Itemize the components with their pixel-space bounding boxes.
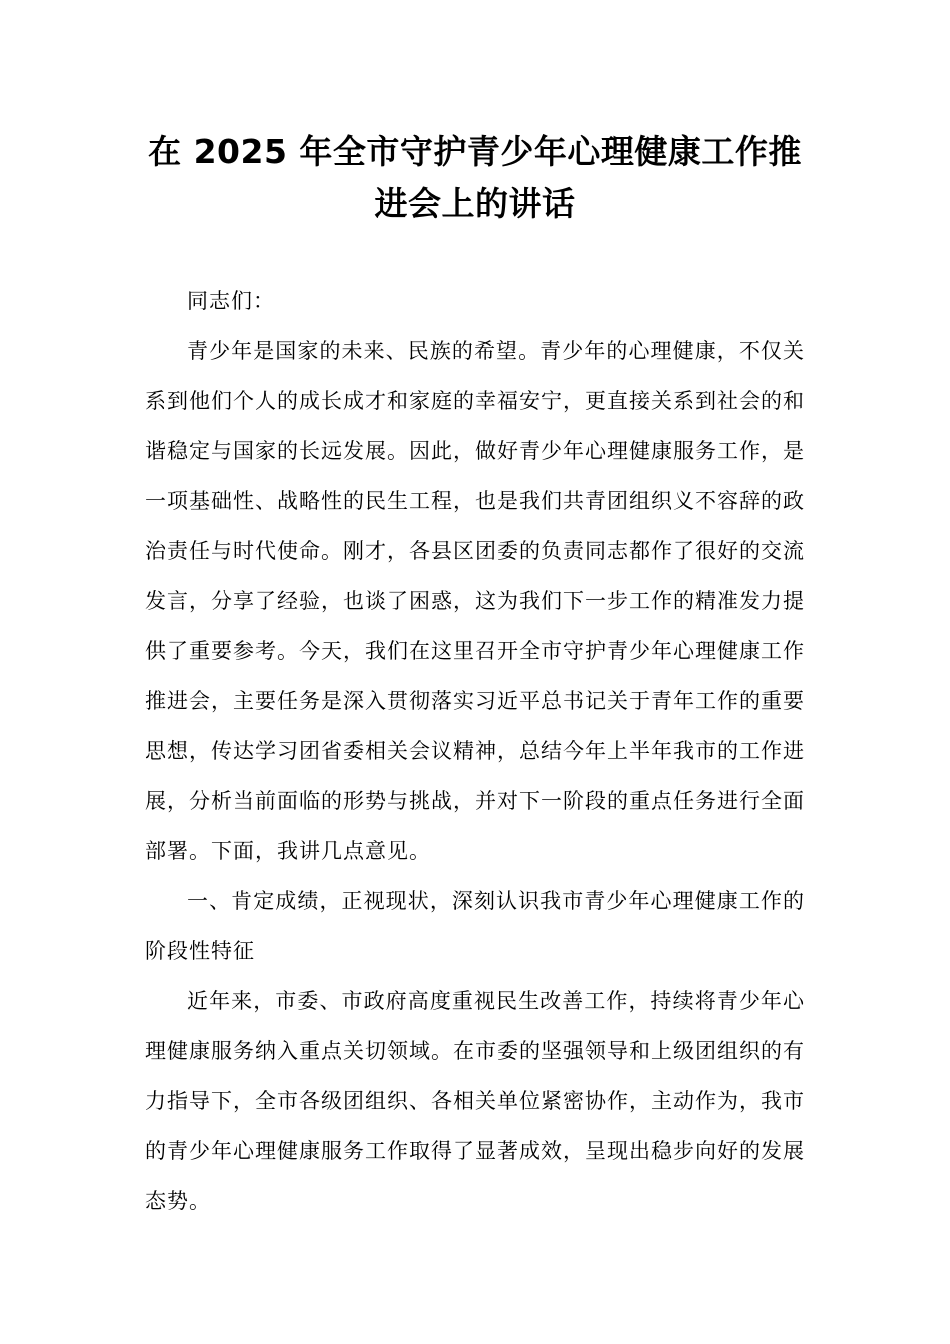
section-heading-1: 一、肯定成绩，正视现状，深刻认识我市青少年心理健康工作的阶段性特征 (145, 889, 805, 963)
title-line-1: 在 2025 年全市守护青少年心理健康工作推 (148, 132, 802, 171)
salutation: 同志们： (187, 289, 275, 313)
paragraph-intro: 青少年是国家的未来、民族的希望。青少年的心理健康，不仅关系到他们个人的成长成才和家庭的幸福安宁，更直接关系到社会的和谐稳定与国家的长远发展。因此，做好青少年心理健康服务工作，是一项基础性、战略性的民生工程，也是我们共青团组织义不容辞的政治责任与时代使命。刚才，各县区团委的负责同志都作了很好的交流发言，分享了经验，也谈了困惑，这为我们下一步工作的精准发力提供了重要参考。今天，我们在这里召开全市守护青少年心理健康工作推进会，主要任务是深入贯彻落实习近平总书记关于青年工作的重要思想，传达学习团省委相关会议精神，总结今年上半年我市的工作进展，分析当前面临的形势与挑战，并对下一阶段的重点任务进行全面部署。下面，我讲几点意见。 (145, 339, 805, 863)
document-title (140, 126, 810, 230)
paragraph-section-1: 近年来，市委、市政府高度重视民生改善工作，持续将青少年心理健康服务纳入重点关切领域。在市委的坚强领导和上级团组织的有力指导下，全市各级团组织、各相关单位紧密协作，主动作为，我市的青少年心理健康服务工作取得了显著成效，呈现出稳步向好的发展态势。 (145, 989, 805, 1213)
title-line-2: 进会上的讲话 (374, 184, 576, 223)
document-body (145, 276, 805, 1226)
